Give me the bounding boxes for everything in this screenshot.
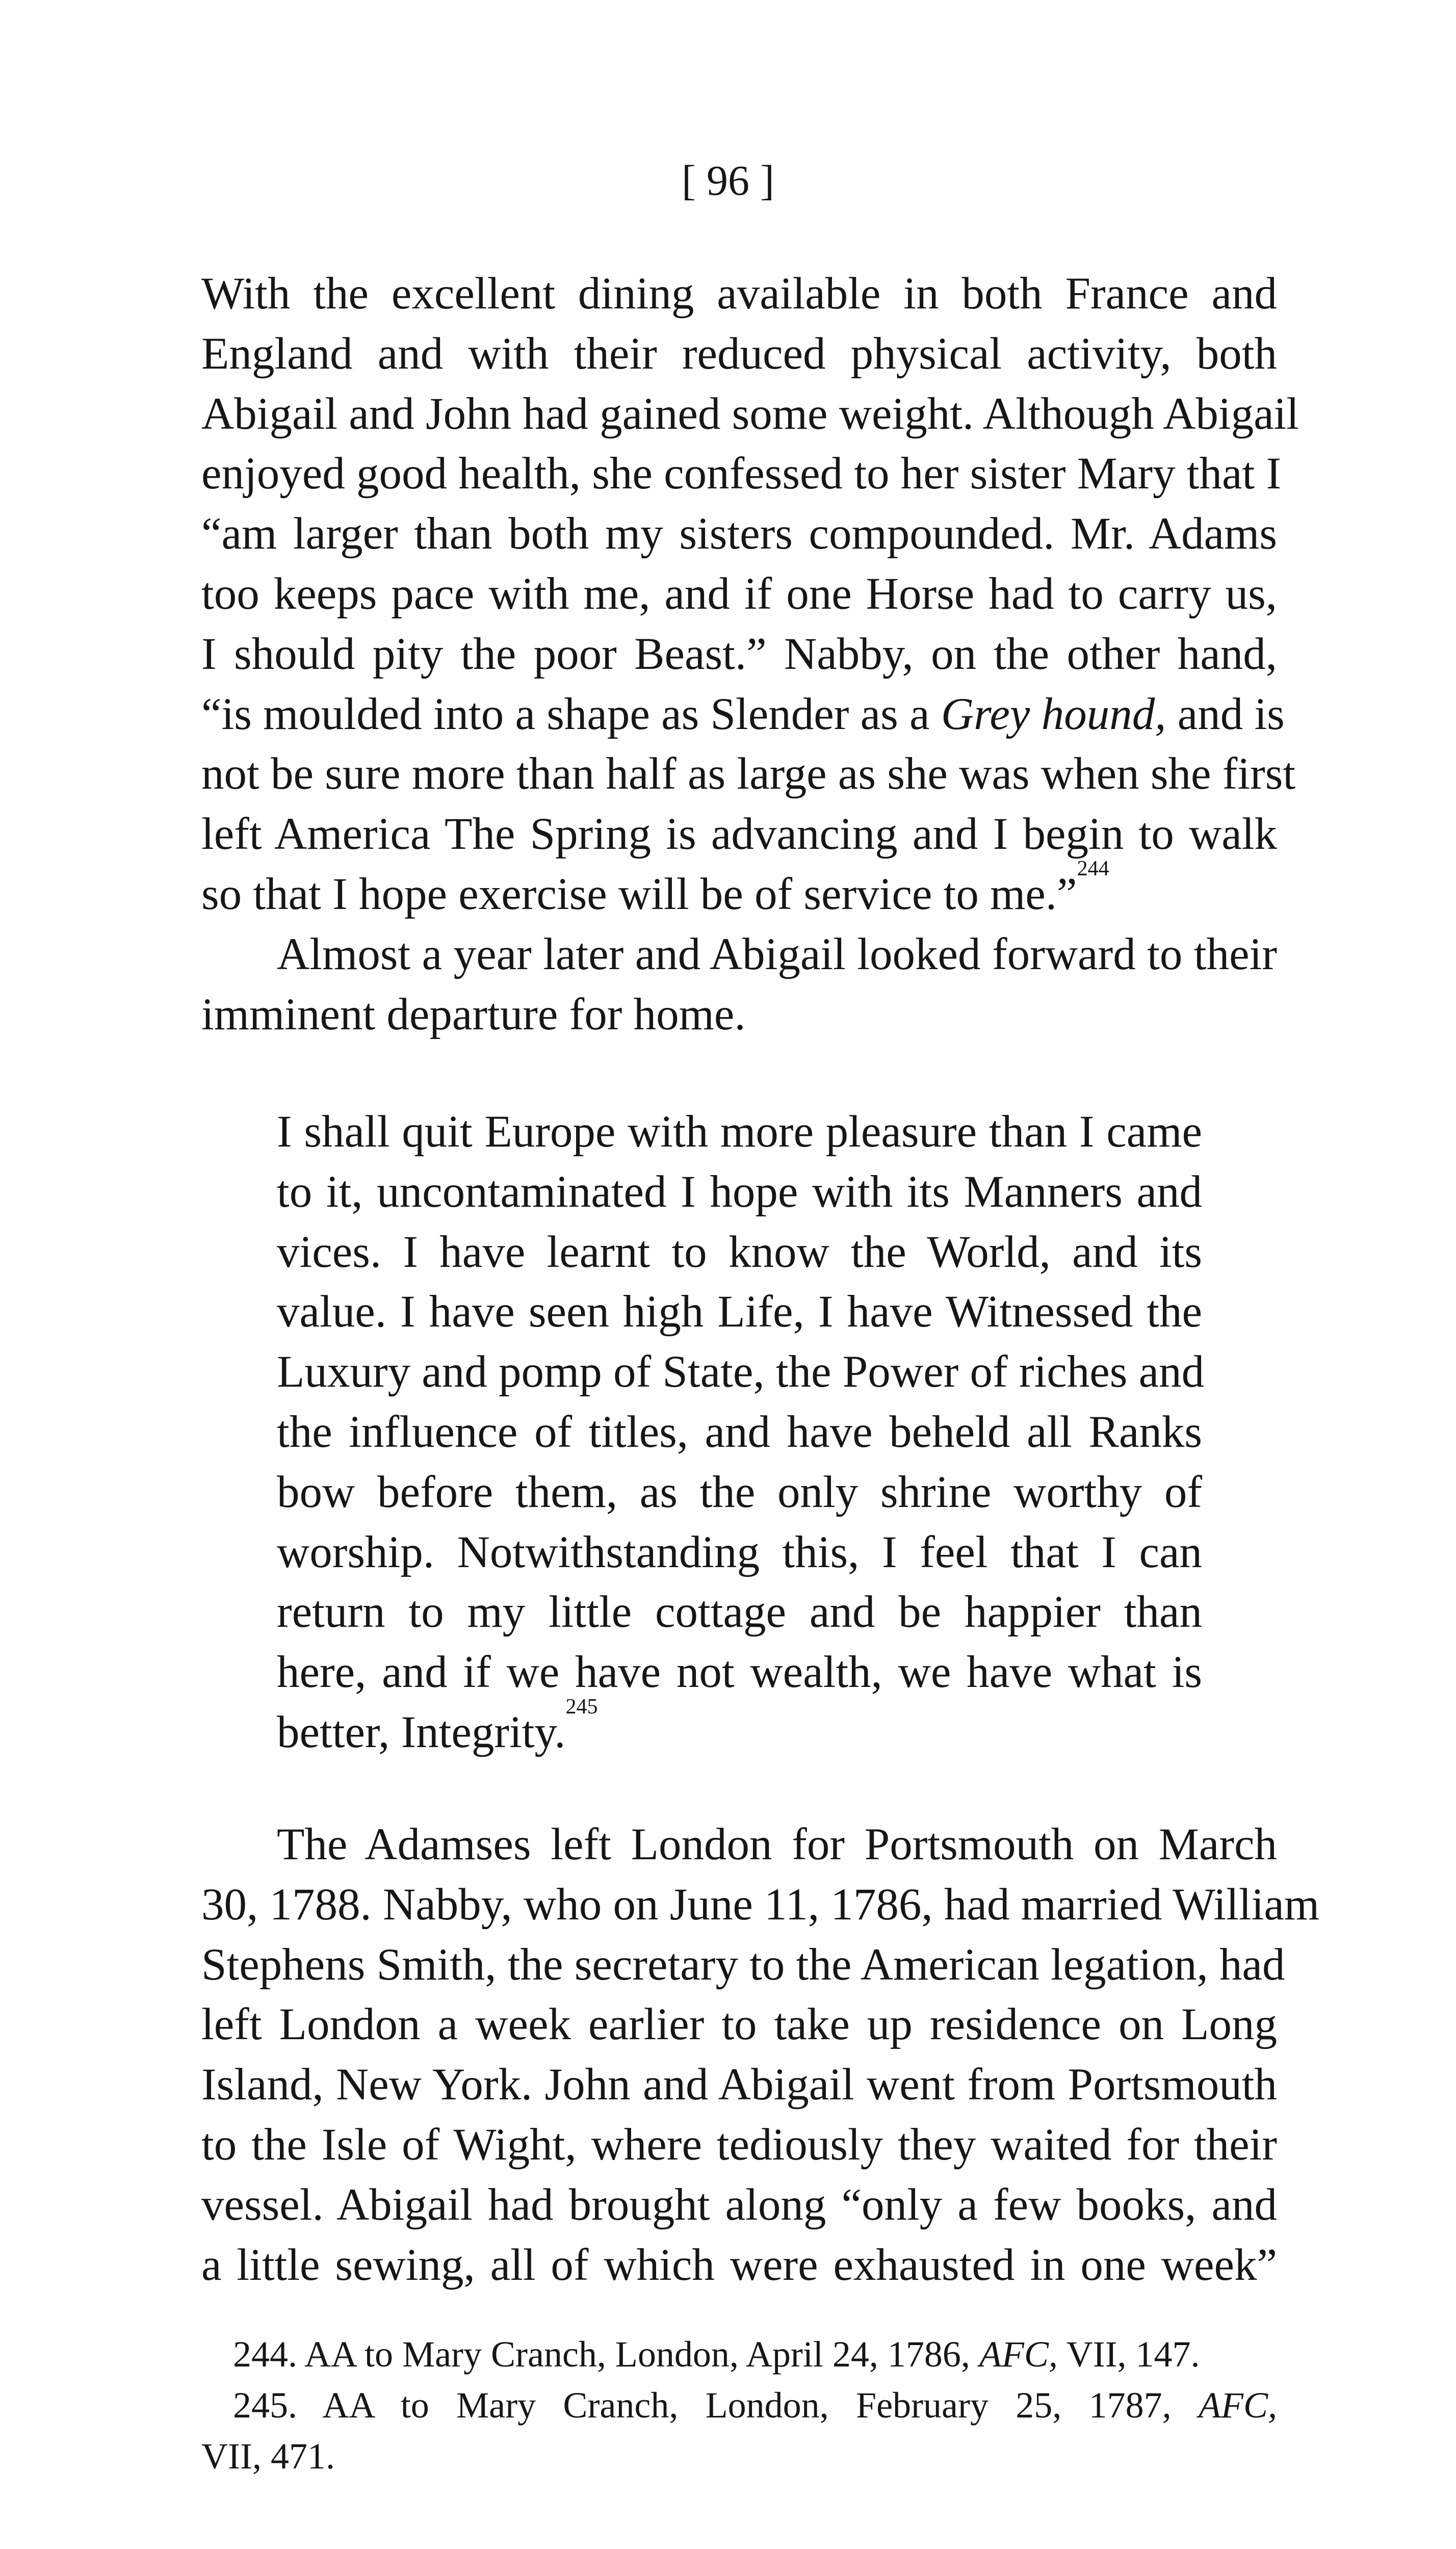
footnotes bbox=[201, 2329, 1277, 2482]
page-number: [ 96 ] bbox=[682, 157, 774, 204]
footnote-line bbox=[201, 2329, 1277, 2380]
text-line bbox=[201, 685, 1285, 745]
footnote-line: VII, 471. bbox=[201, 2436, 335, 2477]
footnote-reference: 244 bbox=[1077, 856, 1109, 880]
text-line: Island, New York. John and Abigail went from Portsmouth bbox=[201, 2060, 1277, 2110]
text-line: The Adamses left London for Portsmouth on March bbox=[277, 1819, 1277, 1869]
text-segment: “is moulded into a shape as Slender as a bbox=[201, 689, 941, 739]
quote-line: the influence of titles, and have beheld all Ranks bbox=[277, 1407, 1202, 1457]
quote-line: worship. Notwithstanding this, I feel that I can bbox=[277, 1527, 1202, 1577]
quote-line: return to my little cottage and be happier than bbox=[277, 1587, 1202, 1637]
text-line: Abigail and John had gained some weight. Although Abigail bbox=[201, 388, 1299, 439]
italic-term: AFC, bbox=[1199, 2385, 1277, 2426]
text-segment: 244. AA to Mary Cranch, London, April 24, 1786, bbox=[233, 2334, 979, 2375]
quote-line: here, and if we have not wealth, we have what is bbox=[277, 1647, 1202, 1698]
text-line: Almost a year later and Abigail looked forward to their bbox=[277, 929, 1277, 979]
text-line: left America The Spring is advancing and I begin to walk bbox=[201, 809, 1277, 860]
text-segment: 245. AA to Mary Cranch, London, February 25, 1787, bbox=[233, 2385, 1199, 2426]
quote-line: vices. I have learnt to know the World, and its bbox=[277, 1227, 1202, 1277]
text-line: “am larger than both my sisters compounded. Mr. Adams bbox=[201, 509, 1277, 559]
text-line: not be sure more than half as large as she was when she first bbox=[201, 749, 1296, 799]
quote-line bbox=[277, 1695, 1202, 1763]
text-segment: so that I hope exercise will be of service to me.” bbox=[201, 869, 1077, 919]
block-quote bbox=[277, 1102, 1205, 1763]
text-line: imminent departure for home. bbox=[201, 989, 746, 1039]
text-segment: and is bbox=[1166, 689, 1285, 739]
quote-line: Luxury and pomp of State, the Power of riches and bbox=[277, 1347, 1205, 1397]
text-segment: VII, 147. bbox=[1057, 2334, 1200, 2375]
text-line: vessel. Abigail had brought along “only a few books, and bbox=[201, 2179, 1277, 2230]
italic-term: Grey hound, bbox=[941, 689, 1166, 739]
paragraph-2 bbox=[201, 925, 1277, 1045]
quote-line: value. I have seen high Life, I have Witnessed the bbox=[277, 1287, 1202, 1337]
footnote-244 bbox=[201, 2329, 1277, 2380]
quote-line: bow before them, as the only shrine worthy of bbox=[277, 1467, 1202, 1517]
quote-line: to it, uncontaminated I hope with its Manners and bbox=[277, 1166, 1202, 1217]
paragraph-3 bbox=[201, 1815, 1320, 2295]
text-line: enjoyed good health, she confessed to her sister Mary that I bbox=[201, 449, 1282, 499]
footnote-245 bbox=[201, 2380, 1277, 2482]
text-line: too keeps pace with me, and if one Horse had to carry us, bbox=[201, 568, 1277, 619]
footnote-reference: 245 bbox=[565, 1695, 598, 1719]
text-line: With the excellent dining available in both France and bbox=[201, 269, 1277, 319]
text-line: a little sewing, all of which were exhausted in one week” bbox=[201, 2240, 1277, 2290]
footnote-line bbox=[201, 2380, 1277, 2431]
text-line bbox=[201, 856, 1277, 925]
paragraph-1 bbox=[201, 264, 1299, 925]
text-line: I should pity the poor Beast.” Nabby, on the other hand, bbox=[201, 629, 1277, 679]
text-line: Stephens Smith, the secretary to the American legation, had bbox=[201, 1939, 1285, 1990]
italic-term: AFC, bbox=[979, 2334, 1058, 2375]
text-line: 30, 1788. Nabby, who on June 11, 1786, had married William bbox=[201, 1879, 1320, 1930]
text-segment: better, Integrity. bbox=[277, 1707, 566, 1757]
text-line: England and with their reduced physical activity, both bbox=[201, 328, 1277, 379]
quote-line: I shall quit Europe with more pleasure than I came bbox=[277, 1107, 1202, 1157]
text-line: to the Isle of Wight, where tediously they waited for their bbox=[201, 2119, 1277, 2170]
text-line: left London a week earlier to take up residence on Long bbox=[201, 1999, 1277, 2050]
